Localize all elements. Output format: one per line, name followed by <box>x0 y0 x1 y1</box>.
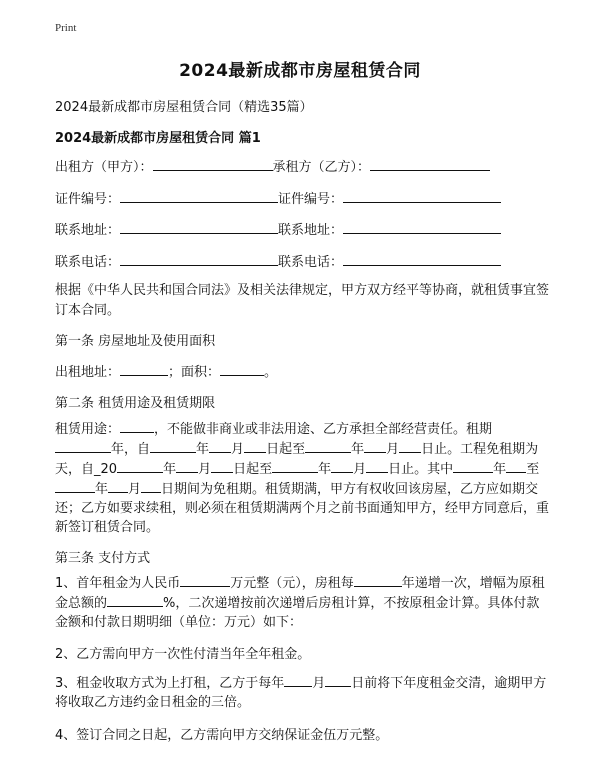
lessor-id-blank <box>120 189 278 203</box>
increase-rate-blank <box>107 593 163 607</box>
article-3-item-1 <box>55 573 550 632</box>
lessor-address-label: 联系地址： <box>55 223 121 238</box>
article-1-title: 第一条 房屋地址及使用面积 <box>55 334 216 349</box>
from-label: ，自 <box>124 442 151 457</box>
month-label: 月 <box>198 462 212 477</box>
page-title: 2024最新成都市房屋租赁合同 <box>179 61 421 81</box>
lessee-id-label: 证件编号： <box>278 192 344 207</box>
article-2-paragraph <box>55 419 550 537</box>
payment-method-label: 3、租金收取方式为上打租，乙方于每年 <box>55 676 285 691</box>
lessee-phone-label: 联系电话： <box>278 255 344 270</box>
free-period-end-text: 日期间为免租期。租赁期满，甲方有权收回该房屋，乙方应如期交还；乙方如要求续租，则必须在租赁期满两个月之前书面通知甲方，经甲方同意后，重新签订租赁合同。 <box>55 482 550 535</box>
lessee-id-blank <box>343 189 501 203</box>
first-year-rent-label: 1、首年租金为人民币 <box>55 576 181 591</box>
area-label: ；面积： <box>168 365 221 380</box>
lessor-id-label: 证件编号： <box>55 192 121 207</box>
article-1-address-row <box>55 361 277 380</box>
month-label: 月 <box>353 462 367 477</box>
year-label: 年 <box>493 462 507 477</box>
free-day-blank <box>211 459 233 473</box>
first-year-rent-blank <box>180 573 230 587</box>
address-row <box>55 219 501 238</box>
free-end-day-blank <box>366 459 388 473</box>
usage-text: ，不能做非商业或非法用途、乙方承担全部经营责任。租期 <box>154 422 493 437</box>
month-label: 月 <box>128 482 142 497</box>
year-label: 年 <box>95 482 109 497</box>
intro-paragraph: 根据《中华人民共和国合同法》及相关法律规定，甲方双方经平等协商，就租赁事宜签订本合同。 <box>55 283 550 318</box>
end-year-blank <box>305 439 351 453</box>
doc-subtitle: 2024最新成都市房屋租赁合同（精选35篇） <box>55 100 313 115</box>
lessee-phone-blank <box>343 252 501 266</box>
period-end-year-blank <box>55 479 95 493</box>
period-end-month-blank <box>108 479 128 493</box>
payment-detail-text: %，二次递增按前次递增后房租计算，不按原租金计算。具体付款金额和付款日期明细（单位：万元）如下： <box>55 596 540 630</box>
to-label: 至 <box>526 462 540 477</box>
lessor-phone-label: 联系电话： <box>55 255 121 270</box>
year-label: 年 <box>111 442 125 457</box>
month-label: 月 <box>386 442 400 457</box>
period-start-month-blank <box>506 459 526 473</box>
year-label: 年 <box>163 462 177 477</box>
among-label: 其中 <box>427 462 454 477</box>
article-3-title: 第三条 支付方式 <box>55 551 151 566</box>
year-label: 年 <box>318 462 332 477</box>
increase-interval-blank <box>354 573 402 587</box>
lessor-phone-blank <box>120 252 278 266</box>
payment-month-blank <box>284 673 312 687</box>
lessor-address-blank <box>120 220 278 234</box>
usage-blank <box>120 419 154 433</box>
term-years-blank <box>55 439 111 453</box>
day-end-label: 日止。 <box>421 442 461 457</box>
rental-address-blank <box>120 362 168 376</box>
free-end-year-blank <box>272 459 318 473</box>
free-year-prefix: _20 <box>94 462 118 477</box>
article-3-item-3 <box>55 673 550 712</box>
free-year-blank <box>117 459 163 473</box>
print-link[interactable]: Print <box>55 22 77 34</box>
phone-row <box>55 251 501 270</box>
free-end-month-blank <box>331 459 353 473</box>
free-period-label: 工程免租期为天，自 <box>55 442 539 477</box>
payment-method-text: 日前将下年度租金交清，逾期甲方将收取乙方违约金日租金的三倍。 <box>55 676 547 710</box>
payment-day-blank <box>325 673 351 687</box>
period-start-year-blank <box>453 459 493 473</box>
usage-label: 租赁用途： <box>55 422 121 437</box>
day-end-label: 日止。 <box>388 462 428 477</box>
lessee-address-blank <box>343 220 501 234</box>
article-2-title: 第二条 租赁用途及租赁期限 <box>55 396 216 411</box>
section-title: 2024最新成都市房屋租赁合同 篇1 <box>55 131 261 146</box>
free-month-blank <box>176 459 198 473</box>
start-day-blank <box>244 439 266 453</box>
month-label: 月 <box>312 676 326 691</box>
increase-rate-label: 年递增一次，增幅为原租金总额的 <box>55 576 545 611</box>
end-day-blank <box>399 439 421 453</box>
rent-increase-label: 万元整（元），房租每 <box>230 576 354 591</box>
area-blank <box>220 362 264 376</box>
lessee-blank <box>370 157 490 171</box>
day-start-label: 日起至 <box>233 462 273 477</box>
article-3-item-2: 2、乙方需向甲方一次性付清当年全年租金。 <box>55 647 311 662</box>
day-start-label: 日起至 <box>266 442 306 457</box>
year-label: 年 <box>351 442 365 457</box>
rental-address-label: 出租地址： <box>55 365 121 380</box>
lessee-address-label: 联系地址： <box>278 223 344 238</box>
start-year-blank <box>150 439 196 453</box>
lessor-label: 出租方（甲方）： <box>55 160 153 175</box>
end-month-blank <box>364 439 386 453</box>
lessee-label: 承租方（乙方）： <box>272 160 371 175</box>
lessor-blank <box>153 157 273 171</box>
id-row <box>55 188 501 207</box>
year-label: 年 <box>196 442 210 457</box>
month-label: 月 <box>231 442 245 457</box>
area-end: 。 <box>264 365 278 380</box>
period-end-day-blank <box>141 479 161 493</box>
party-row <box>55 156 490 175</box>
start-month-blank <box>209 439 231 453</box>
article-3-item-4: 4、签订合同之日起，乙方需向甲方交纳保证金伍万元整。 <box>55 728 389 743</box>
